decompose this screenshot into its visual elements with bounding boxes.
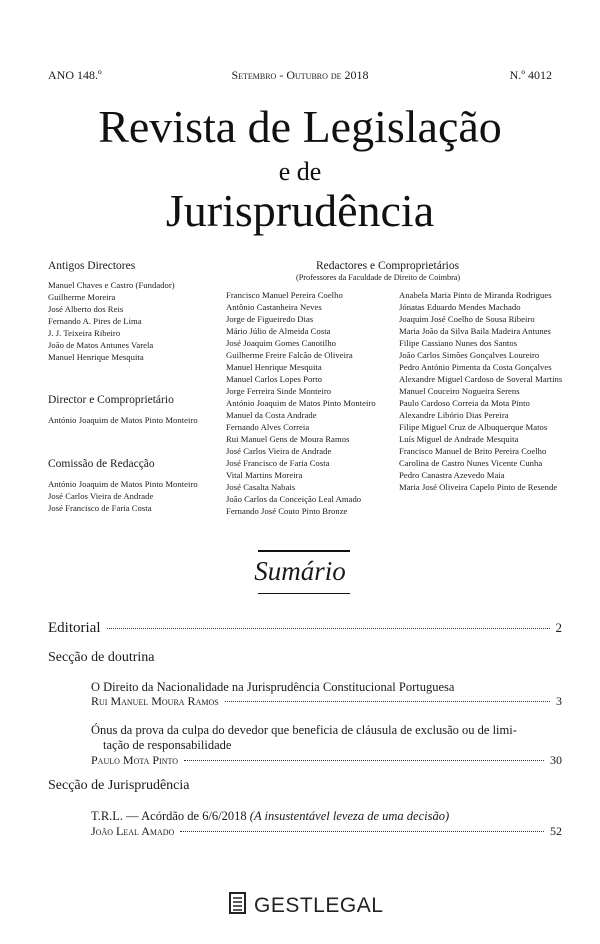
list-item: Francisco Manuel Pereira Coelho (226, 290, 343, 300)
book-logo-icon (228, 891, 248, 920)
sumario-rule-bottom (258, 593, 350, 594)
toc-page: 3 (556, 694, 562, 708)
list-item: José Joaquim Gomes Canotilho (226, 338, 337, 348)
list-item: João Carlos da Conceição Leal Amado (226, 494, 362, 504)
list-item: Pedro Canastra Azevedo Maia (399, 470, 505, 480)
article-title-continued: tação de responsabilidade (103, 738, 232, 752)
list-item: Fernando Alves Correia (226, 422, 310, 432)
list-item: Paulo Cardoso Correia da Mota Pinto (399, 398, 530, 408)
list-item: Manuel Carlos Lopes Porto (226, 374, 323, 384)
list-item: António Joaquim de Matos Pinto Monteiro (48, 479, 198, 489)
list-item: José Francisco de Faria Costa (48, 503, 152, 513)
toc-leader (107, 628, 550, 629)
list-item: Guilherme Freire Falcão de Oliveira (226, 350, 353, 360)
issue-date: Setembro - Outubro de 2018 (231, 68, 369, 82)
redactores-heading: Redactores e Comproprietários (316, 260, 460, 272)
toc-page: 30 (550, 753, 562, 767)
list-item: Pedro António Pimenta da Costa Gonçalves (399, 362, 552, 372)
list-item: Guilherme Moreira (48, 292, 116, 302)
list-item: José Carlos Vieira de Andrade (48, 491, 154, 501)
toc-editorial[interactable] (48, 620, 562, 637)
toc-leader (184, 760, 544, 761)
redactores-col1 (226, 289, 376, 517)
list-item: Vital Martins Moreira (226, 470, 303, 480)
list-item: João Carlos Simões Gonçalves Loureiro (399, 350, 540, 360)
list-item: Rui Manuel Gens de Moura Ramos (226, 434, 350, 444)
director-list (48, 414, 198, 426)
list-item: Filipe Miguel Cruz de Albuquerque Matos (399, 422, 548, 432)
director-heading: Director e Comproprietário (48, 394, 174, 406)
list-item: Fernando José Couto Pinto Bronze (226, 506, 348, 516)
list-item: Jorge Ferreira Sinde Monteiro (226, 386, 332, 396)
toc-leader (180, 831, 544, 832)
list-item: Filipe Cassiano Nunes dos Santos (399, 338, 518, 348)
jurisprudencia-heading: Secção de Jurisprudência (48, 778, 190, 793)
list-item: José Carlos Vieira de Andrade (226, 446, 332, 456)
list-item: Fernando A. Pires de Lima (48, 316, 142, 326)
decision-title-prefix: T.R.L. — Acórdão de 6/6/2018 (91, 809, 247, 823)
article-author: João Leal Amado (91, 824, 175, 838)
volume-year: ANO 148.º (48, 68, 102, 82)
article-author: Paulo Mota Pinto (91, 753, 178, 767)
journal-title-line2: e de (278, 157, 322, 186)
article-title: O Direito da Nacionalidade na Jurisprudência Constitucional Portuguesa (91, 680, 455, 694)
antigos-directores-list (48, 279, 175, 363)
publisher-name: GESTLEGAL (254, 893, 384, 917)
decision-title-italic: (A insustentável leveza de uma decisão) (249, 809, 450, 823)
list-item: Anabela Maria Pinto de Miranda Rodrigues (399, 290, 552, 300)
list-item: J. J. Teixeira Ribeiro (48, 328, 121, 338)
list-item: João de Matos Antunes Varela (48, 340, 154, 350)
toc-leader (225, 701, 550, 702)
list-item: José Alberto dos Reis (48, 304, 124, 314)
antigos-directores-heading: Antigos Directores (48, 260, 136, 272)
journal-title-line3: Jurisprudência (165, 185, 435, 236)
toc-entry[interactable] (91, 753, 562, 768)
list-item: Alexandre Miguel Cardoso de Soveral Martins (399, 374, 563, 384)
list-item: José Francisco de Faria Costa (226, 458, 330, 468)
list-item: Jónatas Eduardo Mendes Machado (399, 302, 521, 312)
decision-title (91, 809, 449, 824)
list-item: António Joaquim de Matos Pinto Monteiro (226, 398, 376, 408)
list-item: Francisco Manuel de Brito Pereira Coelho (399, 446, 547, 456)
list-item: Joaquim José Coelho de Sousa Ribeiro (399, 314, 535, 324)
comissao-heading: Comissão de Redacção (48, 458, 155, 470)
toc-page: 2 (555, 620, 562, 635)
list-item: Manuel Henrique Mesquita (48, 352, 144, 362)
list-item: Jorge de Figueiredo Dias (226, 314, 314, 324)
doutrina-heading: Secção de doutrina (48, 650, 155, 665)
list-item: José Casalta Nabais (226, 482, 296, 492)
list-item: António Joaquim de Matos Pinto Monteiro (48, 415, 198, 425)
article-author: Rui Manuel Moura Ramos (91, 694, 219, 708)
publisher-logo (228, 891, 383, 920)
list-item: Manuel Couceiro Nogueira Serens (399, 386, 520, 396)
comissao-list (48, 478, 198, 514)
redactores-col2 (399, 289, 562, 493)
toc-entry[interactable] (91, 694, 562, 709)
article-title: Ónus da prova da culpa do devedor que beneficia de cláusula de exclusão ou de limi- (91, 723, 517, 737)
list-item: Mário Júlio de Almeida Costa (226, 326, 331, 336)
issue-number: N.º 4012 (509, 68, 552, 82)
toc-page: 52 (550, 824, 562, 838)
toc-entry[interactable] (91, 824, 562, 839)
list-item: Luís Miguel de Andrade Mesquita (399, 434, 519, 444)
list-item: Antônio Castanheira Neves (226, 302, 322, 312)
list-item: Carolina de Castro Nunes Vicente Cunha (399, 458, 543, 468)
toc-label: Editorial (48, 620, 101, 636)
journal-title-line1: Revista de Legislação (98, 101, 502, 152)
list-item: Maria José Oliveira Capelo Pinto de Resende (399, 482, 558, 492)
list-item: Maria João da Silva Baila Madeira Antunes (399, 326, 551, 336)
list-item: Manuel da Costa Andrade (226, 410, 317, 420)
list-item: Alexandre Libório Dias Pereira (399, 410, 509, 420)
sumario-heading: Sumário (254, 556, 346, 586)
list-item: Manuel Henrique Mesquita (226, 362, 322, 372)
sumario-rule-top (258, 550, 350, 552)
redactores-subheading: (Professores da Faculdade de Direito de Coimbra) (296, 273, 461, 282)
list-item: Manuel Chaves e Castro (Fundador) (48, 280, 175, 290)
